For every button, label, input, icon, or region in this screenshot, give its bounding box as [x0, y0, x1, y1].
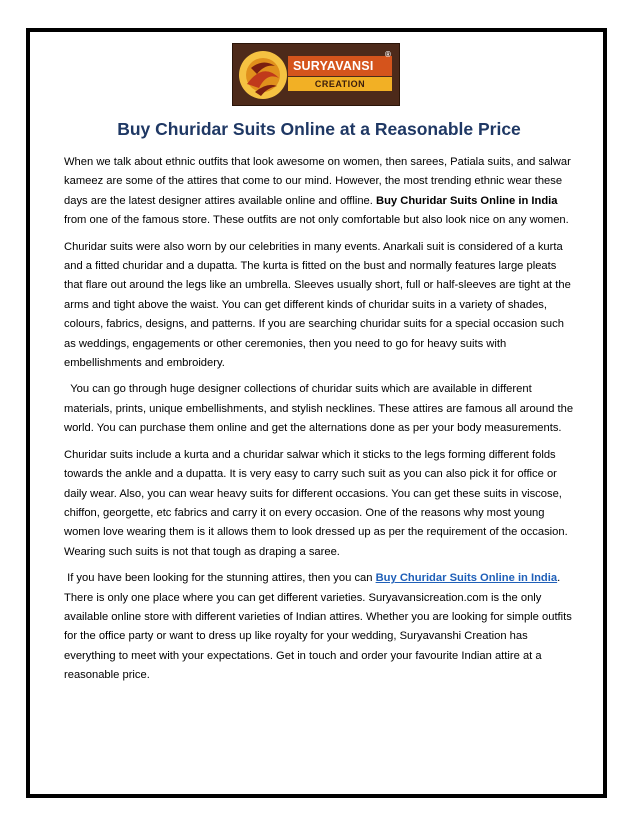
paragraph-5-text: If you have been looking for the stunning attires, then you can: [67, 572, 376, 585]
logo-brand-name: SURYAVANSI: [288, 56, 392, 76]
bold-phrase: Buy Churidar Suits Online in India: [376, 194, 558, 207]
buy-churidar-link[interactable]: Buy Churidar Suits Online in India: [375, 572, 558, 585]
registered-mark: ®: [385, 50, 391, 59]
logo-sub-brand: CREATION: [288, 77, 392, 91]
paragraph-4: Churidar suits include a kurta and a churidar salwar which it sticks to the legs forming different folds towards the ankle and a dupatta. It is very easy to carry such suit as you can also pick it for office or daily wear. Also, you can wear heavy suits for different occasions. You can get these suits in viscose, chiffon, georgette, etc fabrics and carry it on every occasion. One of the reasons why most young women love wearing them is it allows them to look dressed up as per the requirement of the occasion. Wearing such suits is not that tough as draping a saree.: [64, 448, 568, 558]
paragraph-1-text: When we talk about ethnic outfits that look awesome on women, then sarees, Patiala suits, and salwar kameez are some of the attires that come to our mind. However, the most trending ethnic wear these days are the latest designer attires available online and offline.: [64, 156, 571, 207]
page-title: Buy Churidar Suits Online at a Reasonable Price: [117, 119, 521, 139]
sun-emblem-icon: [237, 48, 289, 102]
paragraph-5-text-end: . There is only one place where you can get different varieties. Suryavansicreation.com is the only available online store with different varieties of Indian attires. Whether you are looking for simple outfits for the office party or want to dress up like royalty for your wedding, Suryavanshi Creation has everything to meet with your expectations. Get in touch and order your favourite Indian attire at a reasonable price.: [64, 572, 572, 682]
paragraph-1: [64, 153, 576, 231]
paragraph-3-text: You can go through huge designer collections of churidar suits which are available in different materials, prints, unique embellishments, and stylish necklines. These attires are famous all around the world. You can purchase them online and get the alternations done as per your body measurements.: [64, 383, 574, 435]
paragraph-1-text-end: from one of the famous store. These outfits are not only comfortable but also look nice on any women.: [64, 214, 569, 227]
paragraph-2: Churidar suits were also worn by our celebrities in many events. Anarkali suit is considered of a kurta and a fitted churidar and a dupatta. The kurta is fitted on the bust and normally features large pleats that flare out around the legs like an umbrella. Sleeves usually short, full or half-sleeves are tight at the arms and tight above the waist. You can get different kinds of churidar suits in a variety of shades, colours, fabrics, designs, and patterns. If you are searching churidar suits for a special occasion such as weddings, engagements or other ceremonies, then you need to go for heavy suits with embellishments and embroidery.: [64, 240, 571, 370]
paragraph-5: [64, 569, 576, 685]
paragraph-3: [64, 380, 576, 438]
brand-logo: [232, 43, 400, 106]
article-body: [64, 153, 576, 693]
